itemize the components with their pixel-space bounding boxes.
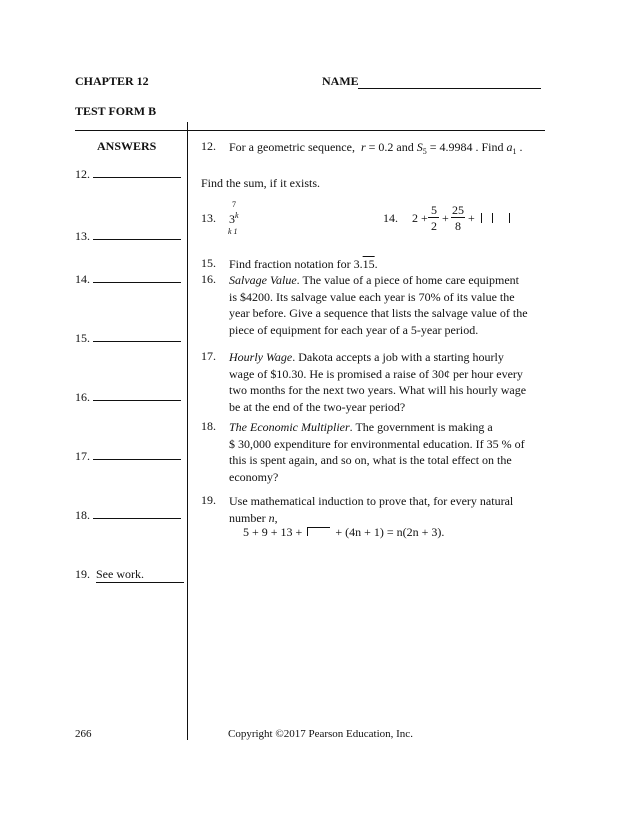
question-number-13: 13. <box>201 211 216 225</box>
answer-blank[interactable] <box>93 331 181 342</box>
answer-line-14[interactable] <box>75 272 181 287</box>
induction-formula: 5 + 9 + 13 + + (4n + 1) = n(2n + 3). <box>243 525 445 539</box>
question-number-18: 18. <box>201 419 216 433</box>
header-rule <box>75 130 545 131</box>
name-line <box>358 88 541 89</box>
question-15: Find fraction notation for 3.15. <box>229 257 378 271</box>
fraction-1-numerator: 5 <box>431 203 437 217</box>
answer-num: 15. <box>75 331 90 345</box>
question-12: For a geometric sequence, r = 0.2 and $S_5 = 4.9984$ . Find $a_1$ . <box>229 140 523 156</box>
question-17: Hourly Wage. Dakota accepts a job with a starting hourly wage of $10.30. He is promised a raise of 30¢ per hour every two months for the next two years. What will his hourly wage be at the end of the two-year period? <box>229 350 527 414</box>
answer-num: 14. <box>75 272 90 286</box>
fraction-2-numerator: 25 <box>452 203 464 217</box>
answer-num: 12. <box>75 167 90 181</box>
question-19: Use mathematical induction to prove that, for every natural number n, <box>229 494 514 525</box>
answer-blank[interactable] <box>93 272 181 283</box>
answer-blank[interactable] <box>93 449 181 460</box>
series-plus-1: + <box>442 211 449 225</box>
fraction-1-bar <box>428 217 439 218</box>
answer-line-17[interactable] <box>75 449 181 464</box>
name-label: NAME <box>322 74 359 88</box>
answers-heading: ANSWERS <box>97 139 157 153</box>
ellipsis-glyph <box>478 211 513 226</box>
fraction-2-denominator: 8 <box>455 219 461 233</box>
question-number-14: 14. <box>383 211 398 225</box>
test-form-label: TEST FORM B <box>75 104 157 118</box>
answer-line-18[interactable] <box>75 508 181 523</box>
answer-blank[interactable] <box>93 167 181 178</box>
series-lead: 2 + <box>412 211 428 225</box>
question-number-15: 15. <box>201 256 216 270</box>
question-number-19: 19. <box>201 493 216 507</box>
answer-blank[interactable] <box>93 390 181 401</box>
answer-line-15[interactable] <box>75 331 181 346</box>
answer-num: 16. <box>75 390 90 404</box>
answer-num: 13. <box>75 229 90 243</box>
column-divider <box>187 122 188 740</box>
copyright-notice: Copyright ©2017 Pearson Education, Inc. <box>228 728 413 740</box>
fraction-2-bar <box>451 217 465 218</box>
fraction-1-denominator: 2 <box>431 219 437 233</box>
question-16: Salvage Value. The value of a piece of home care equipment is $4200. Its salvage value each year is 70% of its value the year before. Give a sequence that lists the salvage value of the piece of equipment for each year of a 5-year period. <box>229 273 528 337</box>
find-sum-instruction: Find the sum, if it exists. <box>201 176 321 190</box>
question-18: The Economic Multiplier. The government is making a $ 30,000 expenditure for environmental education. If 35 % of this is spent again, and so on, what is the total effect on the economy? <box>229 420 525 484</box>
series-plus-2: + <box>468 211 475 225</box>
answer-line-16[interactable] <box>75 390 181 405</box>
question-number-16: 16. <box>201 272 216 286</box>
page-number: 266 <box>75 728 92 740</box>
answer-num: 19. <box>75 567 90 581</box>
answer-blank[interactable] <box>93 508 181 519</box>
ellipsis-glyph <box>307 527 330 536</box>
sum-lower-limit: k 1 <box>228 227 238 236</box>
answer-num: 18. <box>75 508 90 522</box>
chapter-title: CHAPTER 12 <box>75 74 149 88</box>
question-number-12: 12. <box>201 139 216 153</box>
sum-upper-limit: 7 <box>232 200 236 209</box>
answer-num: 17. <box>75 449 90 463</box>
answer-see-work: See work. <box>96 567 184 583</box>
answer-blank[interactable] <box>93 229 181 240</box>
question-number-17: 17. <box>201 349 216 363</box>
answer-line-19[interactable] <box>75 567 184 583</box>
answer-line-13[interactable] <box>75 229 181 244</box>
answer-line-12[interactable] <box>75 167 181 182</box>
sum-term: 3$^k$ <box>229 211 239 226</box>
